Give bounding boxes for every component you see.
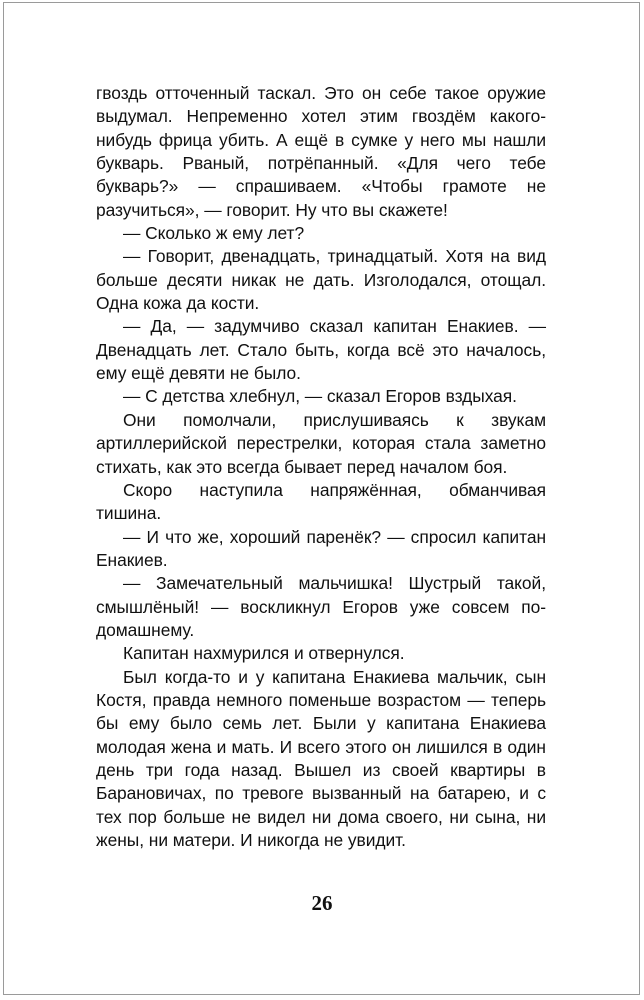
paragraph: — Говорит, двенадцать, тринадцатый. Хотя на вид больше десяти никак не дать. Изголодался, отощал. Одна кожа да кости. [96, 246, 551, 314]
paragraph: Скоро наступила напряжённая, обманчивая тишина. [96, 479, 551, 524]
paragraph: гвоздь отточенный таскал. Это он себе такое оружие выдумал. Непременно хотел этим гвоздём какого-нибудь фрица убить. А ещё в сумке у него мы нашли букварь. Рваный, потрёпанный. «Для чего тебе букварь?» — спрашиваем. «Чтобы грамоте не разучиться», — говорит. Ну что вы скажете! [96, 83, 551, 220]
page-number: 26 [311, 891, 333, 915]
paragraph: — Да, — задумчиво сказал капитан Енакиев. — Двенадцать лет. Стало быть, когда всё это началось, ему ещё девяти не было. [96, 316, 551, 384]
paragraph: — С детства хлебнул, — сказал Егоров вздыхая. [123, 386, 517, 407]
paragraph: Они помолчали, прислушиваясь к звукам артиллерийской перестрелки, которая стала заметно стихать, как это всегда бывает перед началом боя. [96, 409, 551, 477]
paragraph: — И что же, хороший паренёк? — спросил капитан Енакиев. [96, 526, 551, 570]
paragraph: — Сколько ж ему лет? [123, 223, 305, 244]
body-text-column [96, 82, 551, 852]
paragraph: Капитан нахмурился и отвернулся. [123, 643, 405, 664]
paragraph: Был когда-то и у капитана Енакиева мальчик, сын Костя, правда немного поменьше возрастом — теперь бы ему было семь лет. Были у капитана Енакиева молодая жена и мать. И всего этого он лишился в один день три года назад. Вышел из своей квартиры в Барановичах, по тревоге вызванный на батарею, и с тех пор больше не видел ни дома своего, ни сына, ни жены, ни матери. И никогда не увидит. [96, 666, 551, 850]
paragraph: — Замечательный мальчишка! Шустрый такой, смышлёный! — воскликнул Егоров уже совсем по-домашнему. [96, 573, 551, 640]
